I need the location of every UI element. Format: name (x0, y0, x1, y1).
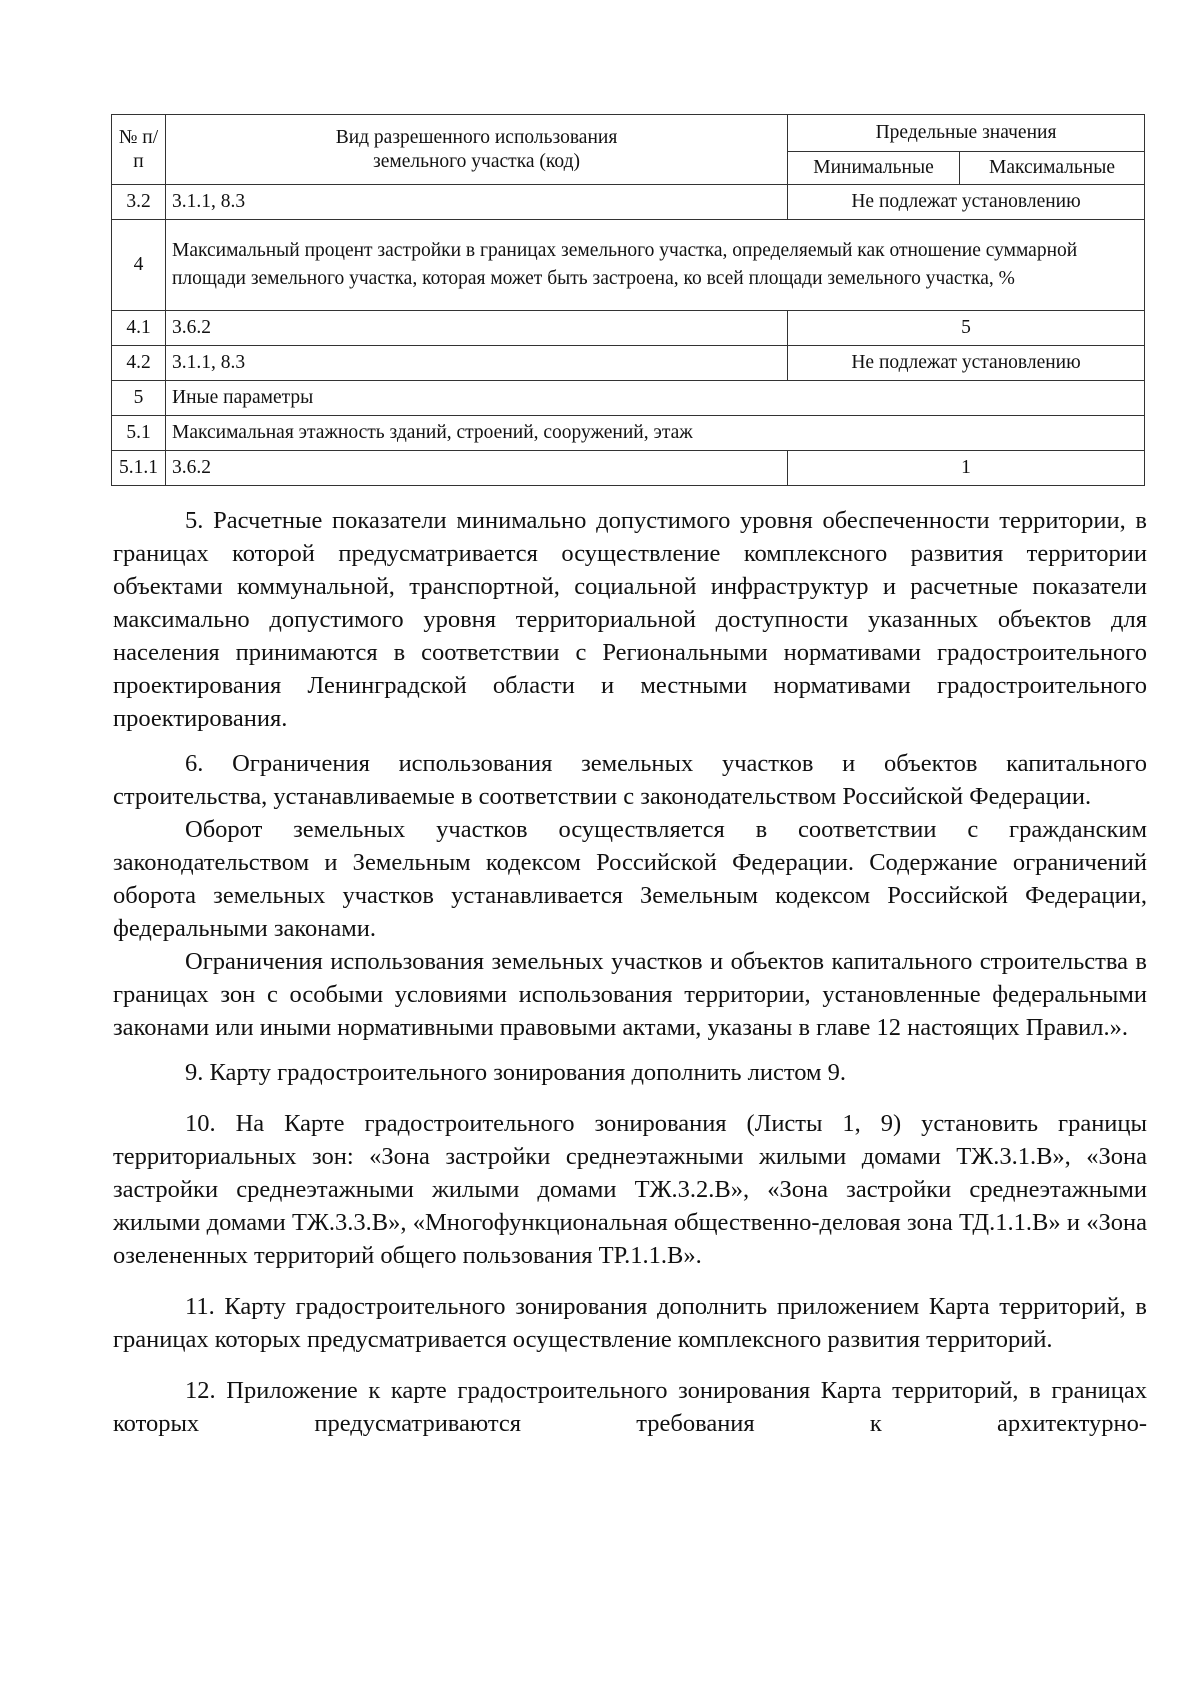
row-value: 1 (788, 451, 1145, 486)
row-text: Иные параметры (166, 381, 1145, 416)
row-text: Максимальный процент застройки в границах земельного участка, определяемый как отношение суммарной площади земельного участка, которая может быть застроена, ко всей площади земельного участка, % (166, 220, 1145, 311)
row-value: Не подлежат установлению (788, 185, 1145, 220)
row-value: Не подлежат установлению (788, 346, 1145, 381)
parameters-table (111, 114, 1145, 486)
paragraph-12: 12. Приложение к карте градостроительного зонирования Карта территорий, в границах которых предусматриваются требования к архитектурно- (113, 1377, 1147, 1437)
paragraph-10: 10. На Карте градостроительного зонирования (Листы 1, 9) установить границы территориальных зон: «Зона застройки среднеэтажными жилыми домами ТЖ.3.1.В», «Зона застройки среднеэтажными жилыми домами ТЖ.3.2.В», «Зона застройки среднеэтажными жилыми домами ТЖ.3.3.В», «Многофункциональная общественно-деловая зона ТД.1.1.В» и «Зона озелененных территорий общего пользования ТР.1.1.В». (113, 1110, 1147, 1269)
header-min: Минимальные (788, 152, 960, 185)
row-num: 4.1 (112, 311, 166, 346)
table-header-row (112, 115, 1145, 152)
table-row (112, 311, 1145, 346)
row-code: 3.1.1, 8.3 (166, 346, 788, 381)
row-num: 5.1 (112, 416, 166, 451)
table-row (112, 185, 1145, 220)
paragraph-restrictions: Ограничения использования земельных участков и объектов капитального строительства в границах зон с особыми условиями использования территории, установленные федеральными законами или иными нормативными правовыми актами, указаны в главе 12 настоящих Правил.». (113, 948, 1147, 1041)
header-num: № п/п (112, 115, 166, 185)
header-limits: Предельные значения (788, 115, 1145, 152)
row-num: 3.2 (112, 185, 166, 220)
paragraph-5: 5. Расчетные показатели минимально допустимого уровня обеспеченности территории, в границах которой предусматривается осуществление комплексного развития территории объектами коммунальной, транспортной, социальной инфраструктур и расчетные показатели максимально допустимого уровня территориальной доступности указанных объектов для населения принимаются в соответствии с Региональными нормативами градостроительного проектирования Ленинградской области и местными нормативами градостроительного проектирования. (113, 507, 1147, 732)
paragraph-11: 11. Карту градостроительного зонирования дополнить приложением Карта территорий, в границах которых предусматривается осуществление комплексного развития территорий. (113, 1293, 1147, 1353)
row-value: 5 (788, 311, 1145, 346)
table-row (112, 346, 1145, 381)
header-max: Максимальные (960, 152, 1145, 185)
row-num: 5.1.1 (112, 451, 166, 486)
paragraph-turnover: Оборот земельных участков осуществляется в соответствии с гражданским законодательством и Земельным кодексом Российской Федерации. Содержание ограничений оборота земельных участков устанавливается Земельным кодексом Российской Федерации, федеральными законами. (113, 816, 1147, 942)
row-code: 3.6.2 (166, 451, 788, 486)
row-num: 4 (112, 220, 166, 311)
paragraph-6: 6. Ограничения использования земельных участков и объектов капитального строительства, устанавливаемые в соответствии с законодательством Российской Федерации. (113, 750, 1147, 810)
row-num: 4.2 (112, 346, 166, 381)
row-code: 3.1.1, 8.3 (166, 185, 788, 220)
row-code: 3.6.2 (166, 311, 788, 346)
table-row (112, 416, 1145, 451)
row-text: Максимальная этажность зданий, строений, сооружений, этаж (166, 416, 1145, 451)
header-kind: Вид разрешенного использования земельного участка (код) (166, 115, 788, 185)
table-row (112, 381, 1145, 416)
paragraph-9: 9. Карту градостроительного зонирования дополнить листом 9. (185, 1059, 847, 1086)
table-row (112, 220, 1145, 311)
row-num: 5 (112, 381, 166, 416)
table-row (112, 451, 1145, 486)
document-body (113, 504, 1147, 1440)
